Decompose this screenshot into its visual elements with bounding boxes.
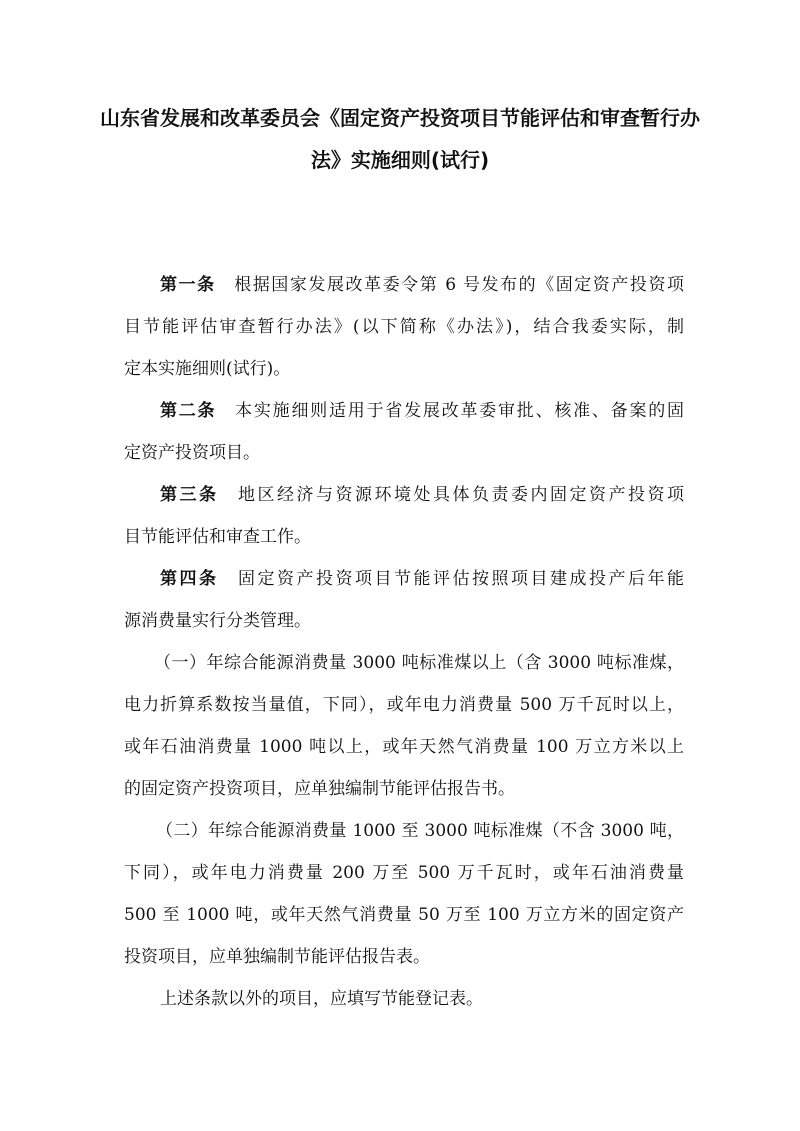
- article-1-line-1: [124, 272, 684, 298]
- article-3-line-1: [124, 482, 684, 508]
- article-3-label: 第三条: [160, 485, 219, 505]
- item-1-line-2: 电力折算系数按当量值，下同），或年电力消费量 500 万千瓦时以上，: [124, 695, 684, 715]
- article-4-text-1: 固定资产投资项目节能评估按照项目建成投产后年能: [235, 569, 684, 589]
- article-1-line-3: 定本实施细则(试行)。: [124, 359, 291, 379]
- closing-line: 上述条款以外的项目，应填写节能登记表。: [160, 989, 483, 1009]
- document-title-line-1: 山东省发展和改革委员会《固定资产投资项目节能评估和审查暂行办: [100, 106, 700, 130]
- article-1-line-2: 目节能评估审查暂行办法》(以下简称《办法》)，结合我委实际，制: [124, 317, 684, 337]
- document-title-line-2: 法》实施细则(试行): [310, 148, 490, 172]
- article-3-text-1: 地区经济与资源环境处具体负责委内固定资产投资项: [235, 485, 684, 505]
- item-1-line-4: 的固定资产投资项目，应单独编制节能评估报告书。: [124, 779, 515, 799]
- article-4-label: 第四条: [160, 569, 219, 589]
- item-1-line-1: （一）年综合能源消费量 3000 吨标准煤以上（含 3000 吨标准煤，: [154, 653, 684, 673]
- article-4-line-1: [124, 566, 684, 592]
- article-1-text-1: 根据国家发展改革委令第 6 号发布的《固定资产投资项: [232, 275, 685, 295]
- item-2-line-1: （二）年综合能源消费量 1000 至 3000 吨标准煤（不含 3000 吨，: [156, 821, 684, 841]
- item-1-line-3: 或年石油消费量 1000 吨以上，或年天然气消费量 100 万立方米以上: [124, 737, 684, 757]
- article-2-text-1: 本实施细则适用于省发展改革委审批、核准、备案的固: [233, 401, 685, 421]
- article-3-line-2: 目节能评估和审查工作。: [124, 527, 311, 547]
- article-4-line-2: 源消费量实行分类管理。: [124, 611, 311, 631]
- item-2-line-3: 500 至 1000 吨，或年天然气消费量 50 万至 100 万立方米的固定资产: [124, 905, 684, 925]
- article-2-line-1: [124, 398, 684, 424]
- article-2-label: 第二条: [160, 401, 217, 421]
- article-2-line-2: 定资产投资项目。: [124, 443, 260, 463]
- item-2-line-4: 投资项目，应单独编制节能评估报告表。: [124, 947, 430, 967]
- item-2-line-2: 下同），或年电力消费量 200 万至 500 万千瓦时，或年石油消费量: [124, 863, 684, 883]
- article-1-label: 第一条: [160, 275, 216, 295]
